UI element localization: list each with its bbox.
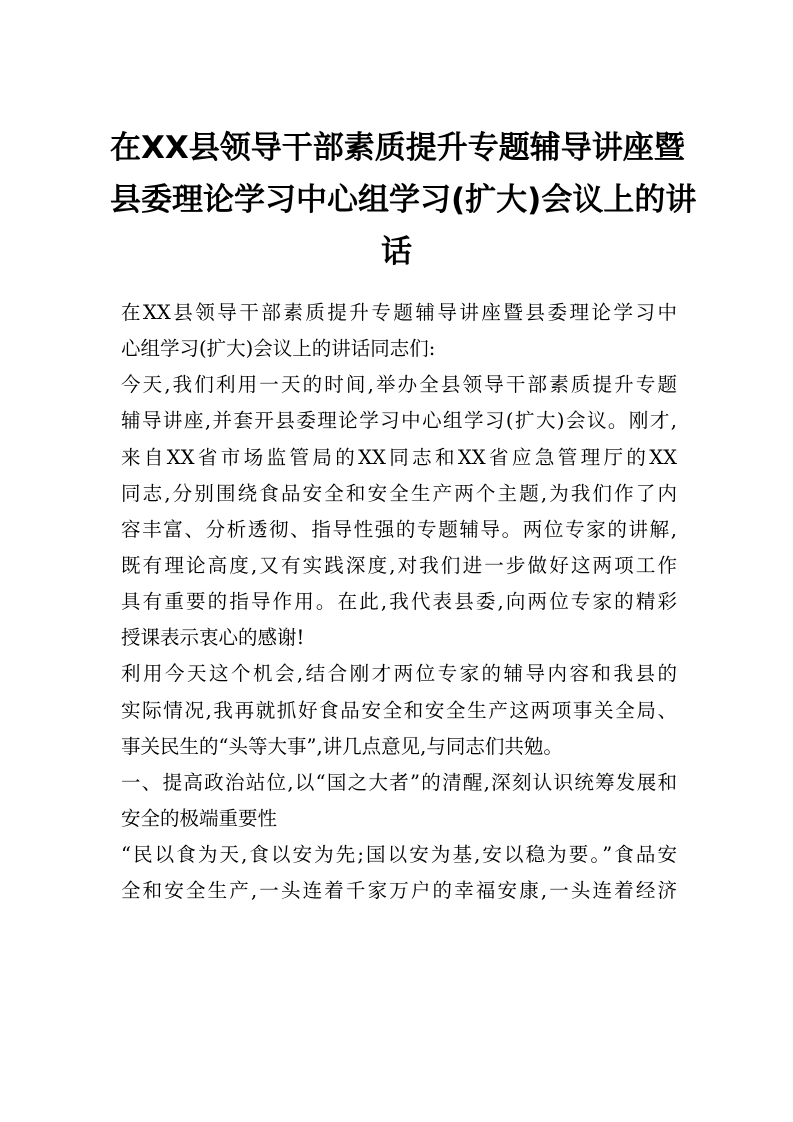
body-line: 具有重要的指导作用。在此,我代表县委,向两位专家的精彩 — [121, 590, 677, 614]
body-line: 全和安全生产,一头连着千家万户的幸福安康,一头连着经济 — [121, 879, 677, 903]
body-line: 授课表示衷心的感谢! — [121, 626, 305, 650]
title-line: 县委理论学习中心组学习(扩大)会议上的讲 — [110, 182, 697, 218]
title-line: 在XX县领导干部素质提升专题辅导讲座暨 — [110, 130, 685, 166]
body-line: 同志,分别围绕食品安全和安全生产两个主题,为我们作了内 — [121, 481, 677, 505]
body-line: “民以食为天,食以安为先;国以安为基,安以稳为要。”食品安 — [121, 843, 677, 867]
body-line: 来自XX省市场监管局的XX同志和XX省应急管理厅的XX — [121, 445, 677, 469]
body-line: 实际情况,我再就抓好食品安全和安全生产这两项事关全局、 — [121, 698, 677, 722]
body-line: 事关民生的“头等大事”,讲几点意见,与同志们共勉。 — [121, 734, 563, 758]
title-line: 话 — [381, 234, 412, 270]
body-line: 安全的极端重要性 — [121, 806, 278, 830]
body-line: 心组学习(扩大)会议上的讲话同志们: — [121, 337, 436, 361]
body-line: 在XX县领导干部素质提升专题辅导讲座暨县委理论学习中 — [121, 301, 677, 324]
body-line: 利用今天这个机会,结合刚才两位专家的辅导内容和我县的 — [121, 662, 677, 686]
body-line: 既有理论高度,又有实践深度,对我们进一步做好这两项工作 — [121, 553, 677, 577]
document-title — [110, 122, 697, 278]
body-line: 一、提高政治站位,以“国之大者”的清醒,深刻认识统筹发展和 — [121, 770, 677, 794]
body-line: 容丰富、分析透彻、指导性强的专题辅导。两位专家的讲解, — [121, 517, 677, 541]
document-body — [121, 295, 677, 909]
body-line: 辅导讲座,并套开县委理论学习中心组学习(扩大)会议。刚才, — [121, 409, 677, 433]
body-line: 今天,我们利用一天的时间,举办全县领导干部素质提升专题 — [121, 373, 677, 397]
